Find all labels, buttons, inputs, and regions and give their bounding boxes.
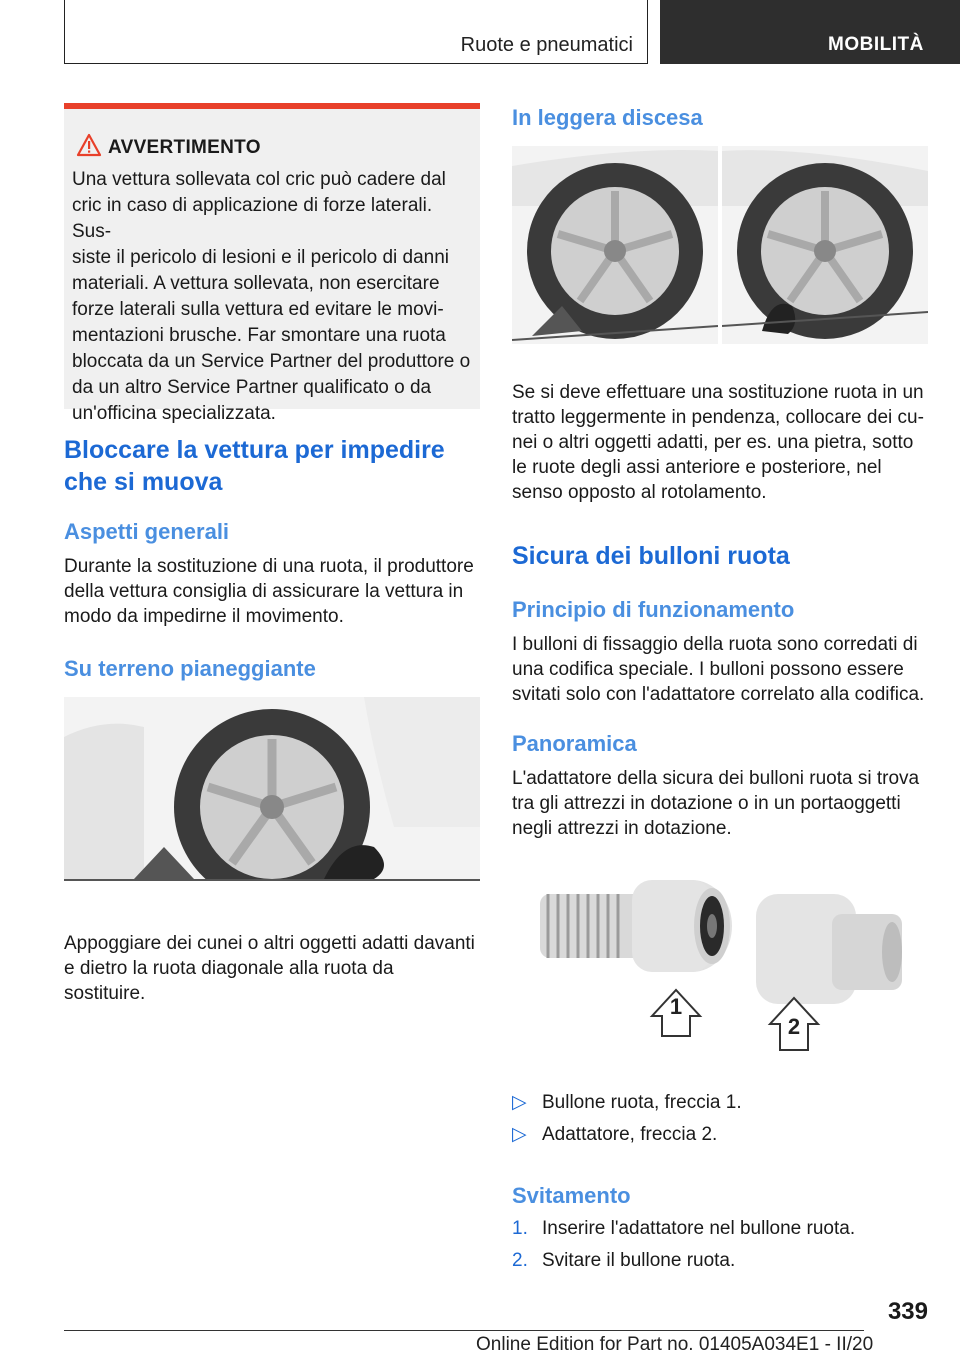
- bolt-adapter-illustration: [512, 870, 928, 1060]
- wheel-bolt-drawing: [540, 880, 732, 972]
- triangle-bullet-icon: ▷: [512, 1092, 527, 1113]
- footer-rule: [64, 1330, 864, 1331]
- subheading-general: Aspetti generali: [64, 519, 230, 544]
- paragraph-general: Durante la sostituzione di una ruota, il produttore della vettura consiglia di assicurare la vettura in modo da impedirne il movimento.: [64, 556, 474, 627]
- warning-box: [64, 103, 480, 424]
- warning-text: Una vettura sollevata col cric può cadere dal cric in caso di applicazione di forze laterali. Sus- siste il pericolo di lesioni e il pericolo di danni materiali. A vettura sollevata, non esercitare forze laterali sulla vettura ed evitare le movi- mentazioni brusche. Far smontare una ruota bloccata da un Service Partner del produttore o da un altro Service Partner qualificato o da un'officina specializzata.: [72, 169, 471, 424]
- step-item: 1. Inserire l'adattatore nel bullone ruota.: [512, 1218, 856, 1239]
- list-item: ▷ Bullone ruota, freccia 1.: [512, 1092, 742, 1113]
- section-heading-immobilize: Bloccare la vettura per impedire che si muova: [64, 436, 445, 496]
- page-number: 339: [887, 1298, 928, 1325]
- footer-edition: Online Edition for Part no. 01405A034E1 - II/20: [476, 1334, 874, 1355]
- subheading-overview: Panoramica: [512, 731, 637, 756]
- header-section-title: Ruote e pneumatici: [460, 34, 633, 56]
- list-item: ▷ Adattatore, freccia 2.: [512, 1124, 718, 1145]
- step-item: 2. Svitare il bullone ruota.: [512, 1250, 736, 1271]
- paragraph-overview: L'adattatore della sicura dei bulloni ruota si trova tra gli attrezzi in dotazione o in un portaoggetti negli attrezzi in dotazione.: [512, 768, 920, 839]
- header-section-box: [64, 0, 648, 64]
- subheading-unscrew: Svitamento: [512, 1183, 631, 1208]
- paragraph-flat-ground: Appoggiare dei cunei o altri oggetti adatti davanti e dietro la ruota diagonale alla ruota da sostituire.: [64, 933, 475, 1004]
- arrow-1-label: 1: [669, 994, 683, 1019]
- subheading-flat-ground: Su terreno pianeggiante: [64, 656, 316, 681]
- arrow-2-label: 2: [787, 1014, 801, 1039]
- paragraph-principle: I bulloni di fissaggio della ruota sono corredati di una codifica speciale. I bulloni possono essere svitati solo con l'adattatore correlato alla codifica.: [512, 634, 925, 705]
- triangle-bullet-icon: ▷: [512, 1124, 527, 1145]
- header-category-box: [660, 0, 960, 64]
- subheading-principle: Principio di funzionamento: [512, 597, 795, 622]
- paragraph-slope: Se si deve effettuare una sostituzione ruota in un tratto leggermente in pendenza, collocare dei cu- nei o altri oggetti adatti, per es. una pietra, sotto le ruote degli assi anteriore e posteriore, nel senso opposto al rotolamento.: [512, 382, 924, 503]
- flat-ground-wheel-illustration: [64, 697, 480, 879]
- warning-title: AVVERTIMENTO: [108, 137, 261, 158]
- slope-rear-wheel-illustration: [722, 146, 928, 344]
- slope-front-wheel-illustration: [512, 146, 718, 344]
- warning-triangle-icon: [76, 133, 102, 162]
- section-heading-wheel-lock: Sicura dei bulloni ruota: [512, 542, 790, 570]
- subheading-slope: In leggera discesa: [512, 105, 703, 130]
- adapter-drawing: [756, 894, 902, 1004]
- header-category-title: MOBILITÀ: [828, 34, 924, 55]
- flat-illustration-baseline: [64, 879, 480, 881]
